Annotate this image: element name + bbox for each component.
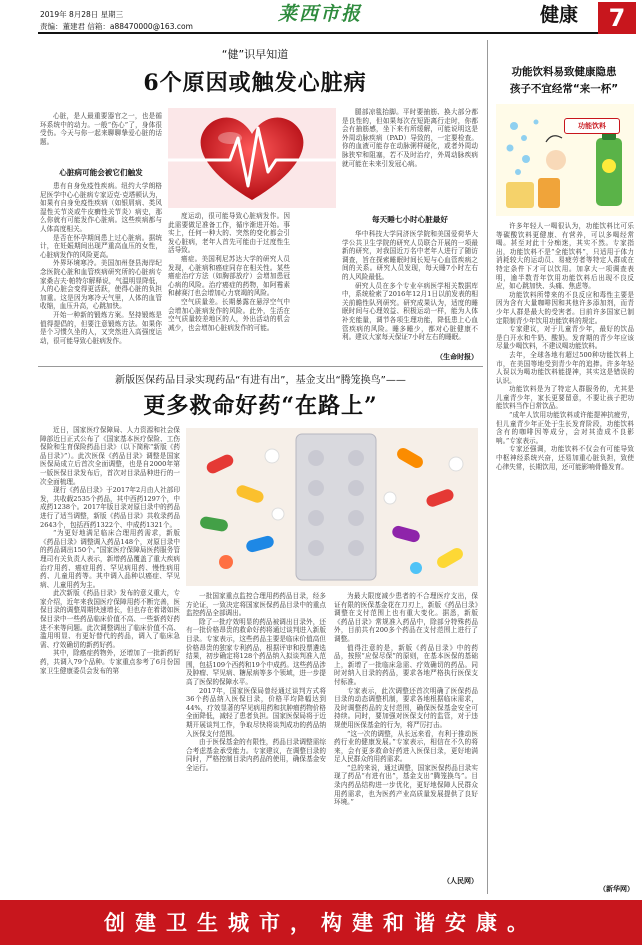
article2-col3: [334, 592, 478, 876]
header-rule: [38, 32, 598, 34]
pills-icon: [186, 428, 478, 586]
article2-source: （人民网）: [443, 877, 478, 885]
article1-intro: [40, 112, 162, 160]
article1-subhead-2: 每天睡七小时心脏最好: [372, 215, 448, 224]
article2-kicker: 新版医保药品目录实现药品“有进有出”，基金支出“腾笼换鸟”——: [115, 375, 406, 386]
paragraph: 腿部凉毯抬脚。平时要抽筋、换大部分都是良性的，但如果每次在短距离行走时，你都会有抽筋感，坐下来有所缓解，可能说明这是外周动脉疾病（PAD）导致的，一定要检查。你的血液可能存在动脉粥样硬化，或者外周动脉狭窄和阻塞，若不及时治疗，外周动脉疾病就可能在未来引发冠心病。: [342, 108, 478, 168]
heart-ekg-icon: [168, 108, 336, 208]
paragraph: 度运动，很可能导致心脏病发作。因此需要做足准备工作，循序渐进开始。事实上，任何一种大的、突然的变化都会引发心脏病，老年人首先可能由于过度性生活导致。: [168, 212, 290, 255]
paragraph: 研究人员在多个专业卒病医学相关数据库中，系统检索了2016年12月1日以前发表的相关前瞻性队列研究。研究成果认为，适度的睡眠时间与心理效益、积极运动一样，能为人体补充能量，调节各项生理功能，降低患上心血管疾病的风险。睡多睡少，都对心脏健康不利。建议大家每天保证7小时左右的睡眠。: [342, 281, 478, 342]
footer-slogan: 创建卫生城市，构建和谐安康。: [104, 910, 538, 935]
heart-illustration: [168, 108, 336, 208]
article1-source: （生命时报）: [436, 353, 478, 361]
header-date: 2019年 8月28日 星期三: [40, 10, 124, 19]
paragraph: 是否在怀孕期间患上过心脏病。据统计，在妊娠期间出现严重高血压的女性，心脏病发作的风险更高。: [40, 233, 162, 259]
paragraph: 专家还强调，功能饮料不仅会有可能导致中枢神经系统兴奋，还易加重心脏负担，致使心律失常，长期饮用，还可能影响骨骼发育。: [496, 445, 634, 471]
paragraph: “成年人饮用功能饮料或许能提神抗疲劳，但儿童青少年正处于生长发育阶段，功能饮料含有的咖啡因等成分，会对其造成不良影响。”专家表示。: [496, 411, 634, 445]
sidebar-source: （新华网）: [599, 885, 634, 893]
drinks-illustration: [496, 104, 634, 216]
masthead-logo: 莱西市报: [277, 3, 362, 25]
article2-col1: [40, 426, 180, 886]
paragraph: 空气质量差。长期暴露在悬浮空气中会增加心脏病发作的风险。此外，生活在空气质量较差地区的人，外出活动的机会减少，也会增加心脏病发作的可能。: [168, 297, 290, 332]
paragraph: 去年，全球各地有超过500种功能饮料上市，在美国等地受到青少年的追捧。许多年轻人误以为喝功能饮料能提神，其实这是错误的认识。: [496, 350, 634, 385]
paragraph: 专家表示，此次调整还首次明确了医保药品目录的动态调整机制，要求各地根据临床需求，及时调整药品的支付范围，确保医保基金安全可持续。同时，要加强对医保支付的监管，对于违规使用医保基金的行为，将严厉打击。: [334, 686, 478, 729]
article1-kicker: “健”识早知道: [221, 48, 289, 61]
article1-col2: [168, 212, 290, 358]
paragraph: 为最大限度减少患者的不合理医疗支出，保证有限的医保基金花在刀刃上，新版《药品目录》调整在支付范围上也有重大变化。据悉，新版《药品目录》常规准入药品中，除部分特殊药品外，目前共有200多个药品在支付范围上进行了调整。: [334, 592, 478, 643]
header: [0, 0, 642, 36]
paragraph: 此次新版《药品目录》发布的意义重大，专家介绍，近年来我国医疗保障用药不断完善，医保目录的调整周期快速增长，但也存在着诸如医保目录中一些药品临床价值不高、一些新药好药进不来等问题。此次调整调出了临床价值不高、滥用明显、有更好替代的药品，调入了临床急需、疗效确切的新药好药。: [40, 589, 180, 649]
paragraph: 现行《药品目录》于2017年2月由人社部印发，共收载2535个药品，其中西药1297个，中成药1238个。2017年版目录对原目录中的药品进行了适当调整，新版《药品目录》共收录药品2643个，包括西药1322个、中成药1321个。: [40, 486, 180, 529]
page-number: 7: [608, 4, 626, 32]
paragraph: 专家建议，对于儿童青少年，最好的饮品是白开水和牛奶、酸奶。发育期的青少年应该尽量少喝饮料，不建议喝功能饮料。: [496, 325, 634, 351]
column-divider: [487, 40, 488, 894]
footer-banner: [0, 900, 642, 945]
article2-title: 更多救命好药“在路上”: [143, 393, 378, 419]
article1-col3a: [342, 108, 478, 208]
sidebar-title-1: 功能饮料易致健康隐患: [511, 66, 617, 78]
article2-col2: [186, 592, 326, 886]
sidebar-text: [496, 222, 634, 884]
paragraph: 功能饮料所带来的不良反应和毒性主要是因为含有大量咖啡因和其他许多添加剂，而青少年人群是最大的受害者。目前许多国家已制定限制青少年饮用功能饮料的规定。: [496, 290, 634, 325]
paragraph: 功能饮料是为了特定人群服务的，尤其是儿童青少年，家长更要留意，不要让孩子把功能饮料当作日常饮品。: [496, 385, 634, 411]
section-label: 健康: [540, 4, 579, 26]
sidebar-title-2: 孩子不宜经常“来一杯”: [509, 83, 619, 95]
paragraph: 2017年，国家医保局曾经通过谈判方式将36个药品纳入医保目录，价格平均降幅达到44%，疗效显著的罕见病用药和抗肿瘤药物价格全面降低，减轻了患者负担。国家医保局将于近期开展谈判工作，争取尽快将谈判成功的药品纳入医保支付范围。: [186, 686, 326, 738]
paragraph: 值得注意的是，新版《药品目录》中的药品，按照“应保尽保”的原则，在基本医保的基础上，新增了一批临床急需、疗效确切的药品。同时对纳入目录的药品，要求各地严格执行医保支付标准。: [334, 643, 478, 686]
paragraph: 癌症。美国利尼苏达大学的研究人员发现，心脏病和癌症同存在相关性。某些癌症治疗方法（如胸部放疗）会增加患冠心病的风险。治疗癌症的药物，如阿霉素和赫赛汀也会增加心力衰竭的风险。: [168, 254, 290, 298]
paragraph: 许多年轻人一喝很认为，功能饮料比可乐等碳酸饮料更健康、有营养，可以多喝经常喝。甚至对此十分痴迷，其实不然。专家指出，功能饮料不是“全能饮料”，只适用于体力消耗较大的运动员、易疲劳者等特定人群或在特定条件下才可以饮用。加拿大一项调查表明，逾半数青年饮用功能饮料后出现不良反应，如心跳加快、头痛、焦虑等。: [496, 222, 634, 291]
header-editor: 责编：董建君 信箱：a88470000@163.com: [40, 22, 193, 31]
page-number-badge: [598, 2, 636, 34]
paragraph: “为更好地满足临床合理用药需求，新版《药品目录》调整调入药品148个，对原目录中的药品调出150个。”国家医疗保障局医药服务管理司有关负责人表示，新增药品覆盖了重大疾病治疗用药、癌症用药、罕见病用药、慢性病用药、儿童用药等。其中调入品种以癌症、罕见病、儿童用药为主。: [40, 529, 180, 589]
paragraph: 其中，除癌症药物外，还增加了一批新药好药，共调入79个品种。专家重点参考了6月份国家卫生健康委员会发布的第: [40, 649, 180, 675]
article1-col3b: [342, 230, 478, 350]
drink-label-tag: 功能饮料: [564, 118, 620, 134]
pills-photo: [186, 428, 478, 586]
paragraph: 华中科技大学同济医学院和美国爱荷华大学公共卫生学院的研究人员联合开展的一项最新的研究，对我国近万名中老年人进行了随访调查，旨在探索睡眠时间长短与心血管疾病之间的关系。研究人员发现，每天睡7小时左右的人风险最低。: [342, 230, 478, 281]
paragraph: 由于医保基金的有限性，药品目录调整需综合考虑基金承受能力。专家建议，在调整目录的同时，严格控制目录内药品的使用，确保基金安全运行。: [186, 738, 326, 772]
paragraph: 近日，国家医疗保障局、人力资源和社会保障部近日正式公布了《国家基本医疗保险、工伤保险和生育保险药品目录》（以下简称“新版《药品目录》”）。此次医保《药品目录》调整是国家医保局成立后首次全面调整，也是自2000年第一版医保目录发布后，首次对目录品种进行的一次全面梳理。: [40, 426, 180, 486]
paragraph: 一批国家重点监控合理用药药品目录，经多方论证，一致决定将国家医保药品目录中的重点监控药品全部调出。: [186, 592, 326, 618]
article1-title: 6个原因或触发心脏病: [143, 70, 367, 96]
paragraph: “总的来说，通过调整，国家医保药品目录实现了药品“有进有出”，基金支出“腾笼换鸟”。目录内药品结构进一步优化，更好地保障人民群众用药需求，也为医药产业高质量发展提供了良好环境。”: [334, 763, 478, 807]
section-divider: [38, 366, 483, 367]
paragraph: “这一次的调整，从长远来看，有利于推动医药行业的健康发展。”专家表示，相信在不久的将来，会有更多救命好药进入医保目录，更好地满足人民群众的用药需求。: [334, 729, 478, 764]
article1-subhead-1: 心脏病可能会被它们触发: [59, 168, 143, 177]
article1-intro-text: 心脏，是人最重要器官之一，也是循环系统中的动力。一般“伤心”了，身体很受伤。今天与你一起来聊聊挚爱心脏的话题。: [40, 112, 162, 146]
paragraph: 患有自身免疫性疾病。纽约大学朗格尼医学中心心脏病专家迈克·克塔顿认为，如果有自身免疫性疾病（如银屑病、类风湿性关节炎或牛皮癣性关节炎）病史，那么你就有可能发作心脏病。这些疾病都与人体高度相关。: [40, 182, 162, 233]
paragraph: 除了一批疗效明显的药品被调出目录外，还有一批价格昂贵的救命好药将通过谈判进入新版目录。专家表示，这些药品主要是临床价值高但价格昂贵的独家专利药品，根据评审和投票遴选结果，初步确定将128个药品纳入拟谈判准入范围，包括109个西药和19个中成药。这些药品涉及肿瘤、罕见病、糖尿病等多个领域，进一步提高了医保的保障水平。: [186, 617, 326, 686]
article1-col1: [40, 182, 162, 358]
paragraph: 开始一种新的锻炼方案。坚持锻炼是值得提倡的，但要注意锻炼方法。如果你是个习惯久坐的人，又突然进入高强度运动，很可能导致心脏病发作。: [40, 310, 162, 345]
paragraph: 外界环境寒冷。美国加州登县海岸纪念医院心脏和血管疾病研究所的心脏病专家桑吉夫·帕特尔解释说，气温明显降低，人的心脏会变得更活跃，使得心脏的负担加重。这是因为寒冷天气里，人体的血管收缩，血压升高，心跳加快。: [40, 259, 162, 311]
